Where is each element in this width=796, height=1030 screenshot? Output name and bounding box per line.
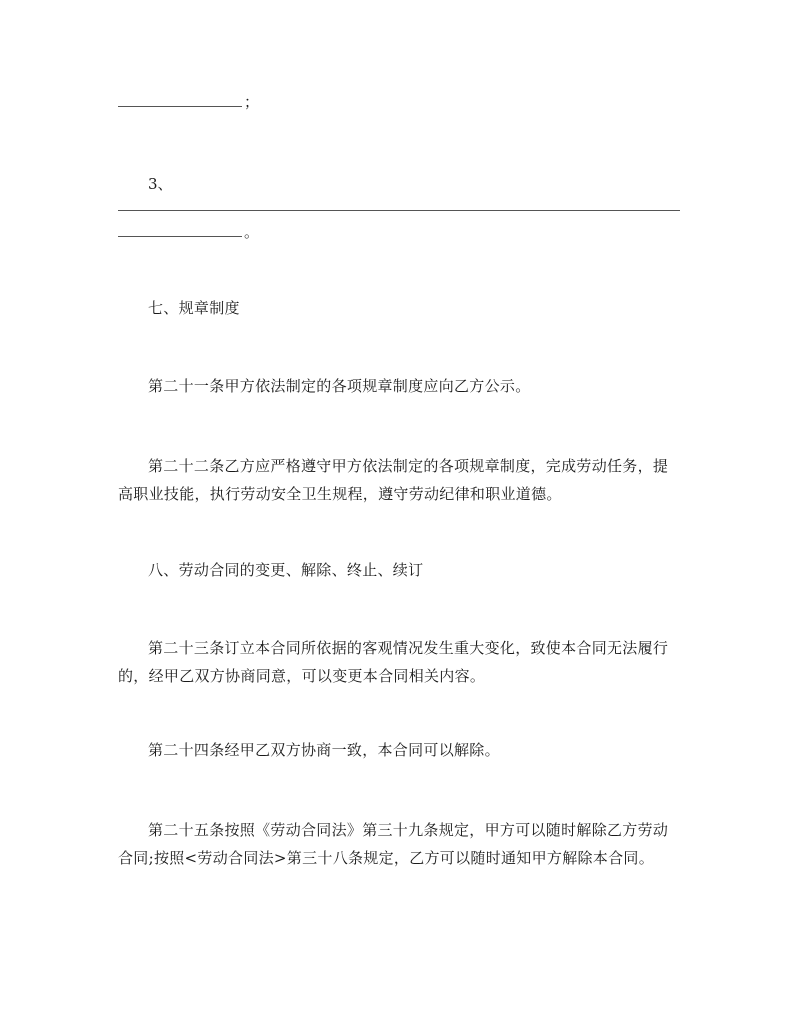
article-24: 第二十四条经甲乙双方协商一致，本合同可以解除。 (148, 741, 500, 759)
fill-in-line-item-2 (118, 88, 259, 116)
blank-fill-field-long[interactable] (118, 210, 680, 211)
article-22: 第二十二条乙方应严格遵守甲方依法制定的各项规章制度，完成劳动任务，提高职业技能，执行劳动安全卫生规程，遵守劳动纪律和职业道德。 (118, 457, 669, 503)
section-7-heading: 七、规章制度 (148, 299, 240, 317)
blank-fill-field[interactable] (118, 226, 242, 237)
blank-fill-field[interactable] (118, 96, 242, 107)
fill-line-punctuation: 。 (244, 223, 260, 241)
article-21: 第二十一条甲方依法制定的各项规章制度应向乙方公示。 (148, 377, 531, 395)
item-3-number: 3、 (148, 175, 173, 193)
article-23: 第二十三条订立本合同所依据的客观情况发生重大变化，致使本合同无法履行的，经甲乙双方协商同意，可以变更本合同相关内容。 (118, 639, 669, 685)
article-25: 第二十五条按照《劳动合同法》第三十九条规定，甲方可以随时解除乙方劳动合同;按照<劳动合同法>第三十八条规定，乙方可以随时通知甲方解除本合同。 (118, 821, 669, 867)
section-8-heading: 八、劳动合同的变更、解除、终止、续订 (148, 561, 424, 579)
fill-in-line-item-3 (118, 218, 259, 246)
fill-line-punctuation: ； (244, 93, 260, 111)
